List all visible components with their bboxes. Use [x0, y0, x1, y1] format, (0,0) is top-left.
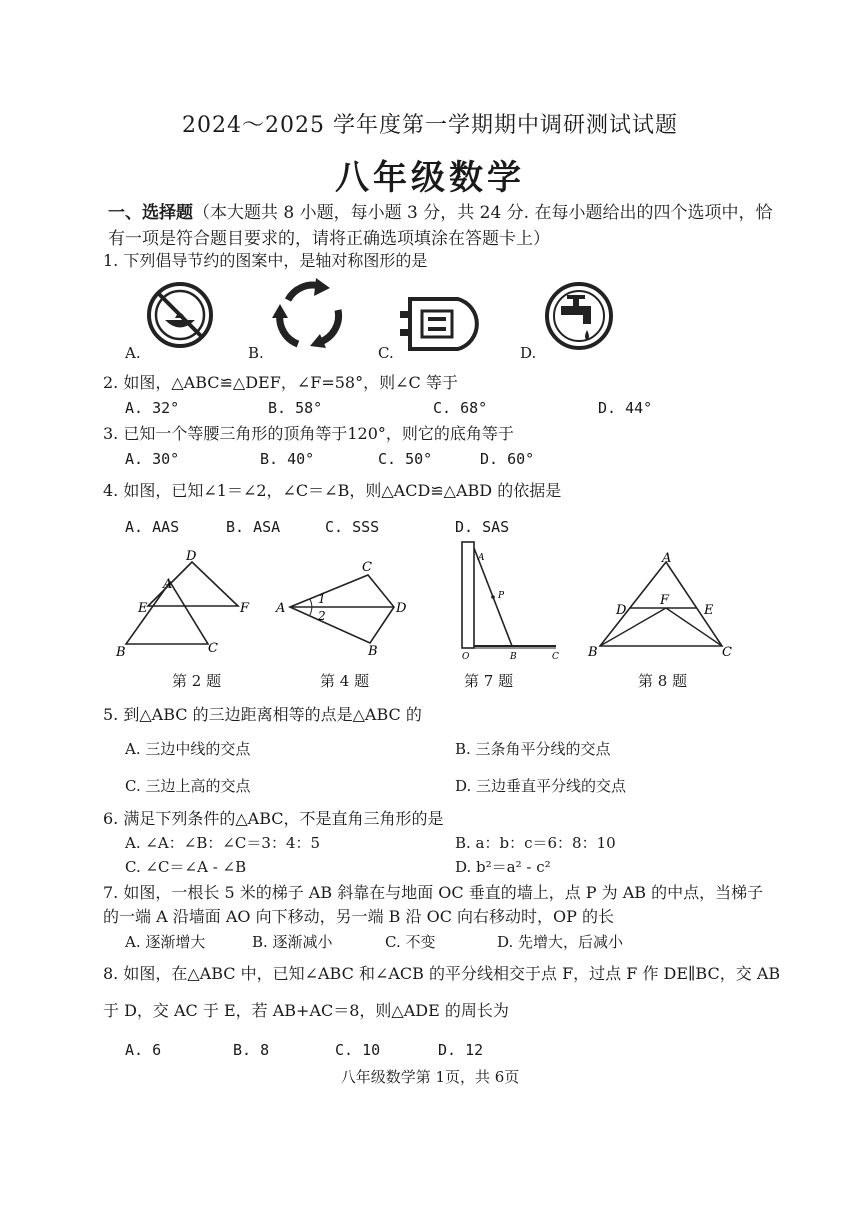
question-7-stem-line-1: 7. 如图，一根长 5 米的梯子 AB 斜靠在与地面 OC 垂直的墙上，点 P 为 AB 的中点，当梯子: [103, 883, 764, 902]
question-6-option-a[interactable]: A. ∠A：∠B：∠C＝3：4：5: [125, 834, 321, 852]
question-6-stem: 6. 满足下列条件的△ABC，不是直角三角形的是: [103, 809, 444, 828]
question-7-option-c[interactable]: C. 不变: [385, 933, 436, 951]
question-7-option-a[interactable]: A. 逐渐增大: [125, 933, 206, 951]
question-3-option-b[interactable]: B. 40°: [260, 450, 315, 468]
question-2-option-c[interactable]: C. 68°: [433, 399, 488, 417]
question-1-option-c[interactable]: C.: [378, 344, 394, 362]
question-3-option-c[interactable]: C. 50°: [378, 450, 433, 468]
figure-2-label-f: F: [240, 601, 250, 616]
question-7-stem-line-2: 的一端 A 沿墙面 AO 向下移动，另一端 B 沿 OC 向右移动时，OP 的长: [103, 907, 615, 926]
question-6-option-c[interactable]: C. ∠C＝∠A - ∠B: [125, 858, 247, 876]
figure-7-label-o: O: [462, 652, 470, 662]
question-4-stem: 4. 如图，已知∠1＝∠2，∠C＝∠B，则△ACD≌△ABD 的依据是: [103, 481, 562, 500]
question-8-stem-line-1: 8. 如图，在△ABC 中，已知∠ABC 和∠ACB 的平分线相交于点 F，过点 F 作 DE∥BC，交 AB: [103, 964, 781, 983]
figure-4-caption: 第 4 题: [320, 672, 370, 690]
figure-8-label-f: F: [660, 593, 670, 608]
question-1-option-d[interactable]: D.: [520, 344, 537, 362]
figure-4-label-c: C: [362, 560, 372, 575]
question-8-stem-line-2: 于 D，交 AC 于 E，若 AB+AC＝8，则△ADE 的周长为: [103, 1001, 509, 1020]
question-3-stem: 3. 已知一个等腰三角形的顶角等于120°，则它的底角等于: [103, 424, 514, 443]
figure-2-label-b: B: [116, 645, 126, 660]
figure-2-label-c: C: [208, 641, 218, 656]
figure-7-caption: 第 7 题: [464, 672, 514, 690]
figure-8-caption: 第 8 题: [638, 672, 688, 690]
question-1-stem: 1. 下列倡导节约的图案中，是轴对称图形的是: [103, 251, 428, 270]
question-7-option-d[interactable]: D. 先增大，后减小: [497, 933, 624, 951]
figure-2-label-d: D: [186, 549, 197, 564]
figure-8-diagram: [586, 550, 736, 660]
water-faucet-icon: [543, 280, 615, 352]
question-7-option-b[interactable]: B. 逐渐减小: [252, 933, 333, 951]
question-5-option-d[interactable]: D. 三边垂直平分线的交点: [455, 777, 627, 795]
no-food-waste-icon: [145, 280, 215, 350]
figure-8-label-c: C: [722, 645, 732, 660]
figure-4-label-b: B: [368, 644, 378, 655]
question-8-option-a[interactable]: A. 6: [125, 1041, 162, 1059]
question-2-option-a[interactable]: A. 32°: [125, 399, 180, 417]
figure-4-label-angle-1: 1: [318, 592, 326, 606]
question-4-option-c[interactable]: C. SSS: [325, 518, 380, 536]
question-6-option-d[interactable]: D. b²＝a² - c²: [455, 858, 551, 876]
question-8-option-c[interactable]: C. 10: [335, 1041, 381, 1059]
exam-title: 2024～2025 学年度第一学期期中调研测试试题: [182, 113, 678, 138]
question-4-option-b[interactable]: B. ASA: [226, 518, 281, 536]
figure-7-label-a: A: [478, 553, 485, 563]
question-6-option-b[interactable]: B. a：b：c＝6：8：10: [455, 834, 616, 852]
question-8-option-d[interactable]: D. 12: [438, 1041, 484, 1059]
figure-2-diagram: [108, 548, 258, 660]
figure-8-label-e: E: [704, 603, 714, 618]
figure-8-label-b: B: [588, 645, 598, 660]
page-footer: 八年级数学第 1页，共 6页: [340, 1068, 520, 1086]
question-2-option-b[interactable]: B. 58°: [268, 399, 323, 417]
section-heading: [108, 200, 788, 252]
figure-8-label-d: D: [616, 603, 627, 618]
figure-4-label-a: A: [276, 601, 286, 616]
question-3-option-a[interactable]: A. 30°: [125, 450, 180, 468]
power-plug-icon: [396, 295, 488, 353]
question-1-option-a[interactable]: A.: [125, 344, 141, 362]
figure-7-label-c: C: [552, 652, 559, 662]
subject-title: 八年级数学: [335, 158, 525, 198]
figure-2-label-e: E: [138, 601, 148, 616]
question-5-option-b[interactable]: B. 三条角平分线的交点: [455, 740, 611, 758]
section-instructions: （本大题共 8 小题，每小题 3 分，共 24 分. 在每小题给出的四个选项中，恰有一项是符合题目要求的，请将正确选项填涂在答题卡上）: [108, 203, 773, 249]
figure-7-diagram: [456, 538, 566, 662]
figure-7-label-p: P: [498, 591, 505, 601]
question-5-stem: 5. 到△ABC 的三边距离相等的点是△ABC 的: [103, 705, 422, 724]
figure-8-label-a: A: [662, 551, 672, 566]
question-2-stem: 2. 如图，△ABC≌△DEF，∠F=58°，则∠C 等于: [103, 373, 458, 392]
question-1-option-b[interactable]: B.: [248, 344, 264, 362]
figure-4-diagram: [274, 555, 414, 655]
question-2-option-d[interactable]: D. 44°: [598, 399, 653, 417]
question-5-option-c[interactable]: C. 三边上高的交点: [125, 777, 251, 795]
question-3-option-d[interactable]: D. 60°: [480, 450, 535, 468]
figure-4-label-d: D: [396, 601, 407, 616]
question-4-option-d[interactable]: D. SAS: [455, 518, 510, 536]
figure-2-label-a: A: [163, 577, 173, 592]
recycle-arrows-icon: [268, 276, 352, 356]
question-4-option-a[interactable]: A. AAS: [125, 518, 180, 536]
figure-4-label-angle-2: 2: [318, 609, 326, 623]
figure-7-label-b: B: [510, 652, 517, 662]
figure-2-caption: 第 2 题: [172, 672, 222, 690]
section-label: 一、选择题: [108, 203, 193, 223]
question-8-option-b[interactable]: B. 8: [233, 1041, 270, 1059]
question-5-option-a[interactable]: A. 三边中线的交点: [125, 740, 251, 758]
